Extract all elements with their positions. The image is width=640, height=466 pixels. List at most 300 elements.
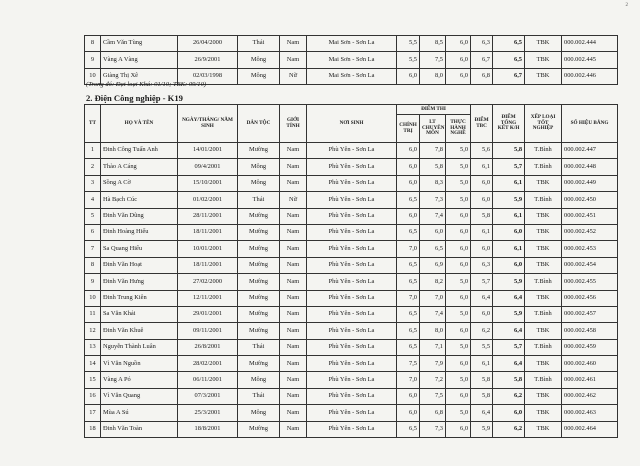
- cell-cert: 000.002.464: [562, 421, 618, 437]
- cell-birthplace: Phù Yên - Sơn La: [307, 257, 397, 273]
- cell-name: Sa Văn Khải: [101, 306, 178, 322]
- cell-total: 6,5: [493, 36, 525, 52]
- header-tbc: ĐIỂM TBC: [471, 105, 493, 143]
- cell-stt: 11: [85, 306, 101, 322]
- cell-ethnic: Thái: [238, 339, 280, 355]
- cell-th: 6,0: [446, 224, 471, 240]
- cell-gender: Nam: [280, 339, 307, 355]
- cell-tbc: 6,0: [471, 192, 493, 208]
- cell-th: 5,0: [446, 405, 471, 421]
- cell-gender: Nam: [280, 224, 307, 240]
- cell-stt: 8: [85, 257, 101, 273]
- cell-stt: 6: [85, 224, 101, 240]
- header-cert: SỐ HIỆU BẰNG: [562, 105, 618, 143]
- cell-tbc: 6,4: [471, 405, 493, 421]
- cell-tbc: 6,1: [471, 356, 493, 372]
- cell-tbc: 6,7: [471, 52, 493, 68]
- cell-gender: Nam: [280, 257, 307, 273]
- cell-rank: TBK: [525, 290, 562, 306]
- cell-rank: T.Bình: [525, 192, 562, 208]
- cell-stt: 9: [85, 52, 101, 68]
- cell-lt: 7,5: [420, 52, 446, 68]
- cell-lt: 6,9: [420, 257, 446, 273]
- cell-lt: 5,8: [420, 159, 446, 175]
- cell-cert: 000.002.460: [562, 356, 618, 372]
- cell-stt: 18: [85, 421, 101, 437]
- cell-name: Giàng Thị Xê: [101, 68, 178, 84]
- cell-ethnic: Mông: [238, 68, 280, 84]
- cell-total: 6,0: [493, 405, 525, 421]
- cell-dob: 27/02/2000: [178, 274, 238, 290]
- table-row: [85, 208, 618, 224]
- cell-ct: 6,0: [397, 175, 420, 191]
- cell-tbc: 6,0: [471, 241, 493, 257]
- table-row: [85, 241, 618, 257]
- cell-dob: 26/9/2001: [178, 52, 238, 68]
- cell-dob: 14/01/2001: [178, 143, 238, 159]
- cell-gender: Nam: [280, 175, 307, 191]
- cell-ethnic: Mường: [238, 274, 280, 290]
- cell-lt: 6,0: [420, 224, 446, 240]
- cell-rank: TBK: [525, 208, 562, 224]
- cell-ethnic: Mường: [238, 224, 280, 240]
- header-scores: ĐIỂM THI: [397, 105, 471, 115]
- cell-rank: TBK: [525, 224, 562, 240]
- cell-total: 5,9: [493, 306, 525, 322]
- cell-cert: 000.002.459: [562, 339, 618, 355]
- cell-ethnic: Mường: [238, 290, 280, 306]
- cell-dob: 28/02/2001: [178, 356, 238, 372]
- cell-birthplace: Mai Sơn - Sơn La: [307, 52, 397, 68]
- cell-cert: 000.002.449: [562, 175, 618, 191]
- cell-stt: 14: [85, 356, 101, 372]
- cell-rank: TBK: [525, 405, 562, 421]
- cell-birthplace: Phù Yên - Sơn La: [307, 356, 397, 372]
- cell-rank: TBK: [525, 175, 562, 191]
- cell-ct: 6,0: [397, 405, 420, 421]
- cell-tbc: 5,8: [471, 388, 493, 404]
- cell-dob: 09/11/2001: [178, 323, 238, 339]
- cell-cert: 000.002.455: [562, 274, 618, 290]
- cell-rank: T.Bình: [525, 274, 562, 290]
- cell-lt: 8,5: [420, 36, 446, 52]
- cell-rank: TBK: [525, 241, 562, 257]
- cell-name: Đinh Văn Toàn: [101, 421, 178, 437]
- cell-ethnic: Thái: [238, 36, 280, 52]
- cell-gender: Nam: [280, 159, 307, 175]
- cell-birthplace: Phù Yên - Sơn La: [307, 192, 397, 208]
- cell-gender: Nam: [280, 290, 307, 306]
- cell-birthplace: Phù Yên - Sơn La: [307, 306, 397, 322]
- cell-name: Đinh Hoàng Hiếu: [101, 224, 178, 240]
- cell-total: 6,4: [493, 290, 525, 306]
- cell-stt: 10: [85, 290, 101, 306]
- header-ct: CHÍNH TRỊ: [397, 115, 420, 143]
- cell-ct: 5,5: [397, 52, 420, 68]
- cell-ethnic: Mường: [238, 143, 280, 159]
- cell-tbc: 5,7: [471, 274, 493, 290]
- cell-total: 5,7: [493, 339, 525, 355]
- cell-name: Sồng A Cờ: [101, 175, 178, 191]
- cell-lt: 6,8: [420, 405, 446, 421]
- cell-lt: 8,2: [420, 274, 446, 290]
- cell-name: Vì Văn Nguồn: [101, 356, 178, 372]
- cell-th: 5,0: [446, 192, 471, 208]
- cell-tbc: 6,1: [471, 224, 493, 240]
- cell-name: Đinh Văn Khuê: [101, 323, 178, 339]
- cell-name: Đinh Văn Hoạt: [101, 257, 178, 273]
- cell-th: 6,0: [446, 208, 471, 224]
- cell-dob: 15/10/2001: [178, 175, 238, 191]
- cell-ethnic: Mường: [238, 257, 280, 273]
- cell-total: 5,7: [493, 159, 525, 175]
- cell-lt: 7,5: [420, 388, 446, 404]
- cell-th: 5,0: [446, 159, 471, 175]
- cell-birthplace: Phù Yên - Sơn La: [307, 175, 397, 191]
- cell-ct: 6,0: [397, 159, 420, 175]
- cell-tbc: 6,0: [471, 175, 493, 191]
- cell-stt: 17: [85, 405, 101, 421]
- cell-cert: 000.002.453: [562, 241, 618, 257]
- cell-th: 6,0: [446, 241, 471, 257]
- cell-stt: 1: [85, 143, 101, 159]
- cell-dob: 25/3/2001: [178, 405, 238, 421]
- cell-stt: 8: [85, 36, 101, 52]
- cell-lt: 7,1: [420, 339, 446, 355]
- cell-total: 6,7: [493, 68, 525, 84]
- cell-gender: Nam: [280, 52, 307, 68]
- cell-cert: 000.002.452: [562, 224, 618, 240]
- cell-total: 6,1: [493, 241, 525, 257]
- cell-ethnic: Mông: [238, 52, 280, 68]
- cell-ct: 6,5: [397, 224, 420, 240]
- cell-rank: T.Bình: [525, 143, 562, 159]
- cell-th: 6,0: [446, 290, 471, 306]
- table-row: [85, 175, 618, 191]
- cell-ct: 6,0: [397, 143, 420, 159]
- table-row: [85, 388, 618, 404]
- cell-rank: TBK: [525, 52, 562, 68]
- cell-stt: 4: [85, 192, 101, 208]
- header-lt: LT CHUYÊN MÔN: [420, 115, 446, 143]
- cell-ct: 7,5: [397, 356, 420, 372]
- table-row: [85, 192, 618, 208]
- cell-name: Đinh Công Tuấn Anh: [101, 143, 178, 159]
- cell-ct: 6,5: [397, 421, 420, 437]
- cell-th: 5,0: [446, 339, 471, 355]
- cell-ethnic: Mường: [238, 208, 280, 224]
- cell-lt: 7,0: [420, 290, 446, 306]
- cell-total: 6,1: [493, 208, 525, 224]
- table-row: [85, 323, 618, 339]
- cell-total: 6,4: [493, 323, 525, 339]
- table-row: [85, 224, 618, 240]
- header-tt: TT: [85, 105, 101, 143]
- cell-birthplace: Phù Yên - Sơn La: [307, 323, 397, 339]
- cell-ct: 6,5: [397, 274, 420, 290]
- cell-ct: 6,0: [397, 208, 420, 224]
- cell-birthplace: Phù Yên - Sơn La: [307, 159, 397, 175]
- cell-ethnic: Mông: [238, 175, 280, 191]
- cell-cert: 000.002.462: [562, 388, 618, 404]
- table-row: [85, 372, 618, 388]
- table-row: [85, 36, 618, 52]
- table-row: [85, 405, 618, 421]
- header-gender: GIỚI TÍNH: [280, 105, 307, 143]
- cell-stt: 2: [85, 159, 101, 175]
- cell-cert: 000.002.450: [562, 192, 618, 208]
- cell-gender: Nữ: [280, 192, 307, 208]
- header-birthplace: NƠI SINH: [307, 105, 397, 143]
- cell-ct: 5,5: [397, 36, 420, 52]
- cell-name: Vàng A Pó: [101, 372, 178, 388]
- cell-th: 5,0: [446, 306, 471, 322]
- page-number: 2: [625, 3, 628, 8]
- cell-rank: T.Bình: [525, 306, 562, 322]
- cell-name: Vàng A Vàng: [101, 52, 178, 68]
- cell-gender: Nam: [280, 388, 307, 404]
- cell-dob: 18/11/2001: [178, 257, 238, 273]
- cell-th: 5,0: [446, 143, 471, 159]
- cell-birthplace: Phù Yên - Sơn La: [307, 241, 397, 257]
- cell-stt: 7: [85, 241, 101, 257]
- cell-dob: 26/8/2001: [178, 339, 238, 355]
- cell-gender: Nam: [280, 421, 307, 437]
- cell-ethnic: Mường: [238, 356, 280, 372]
- cell-birthplace: Mai Sơn - Sơn La: [307, 68, 397, 84]
- cell-th: 6,0: [446, 36, 471, 52]
- cell-dob: 12/11/2001: [178, 290, 238, 306]
- cell-rank: TBK: [525, 68, 562, 84]
- cell-tbc: 6,1: [471, 159, 493, 175]
- cell-th: 6,0: [446, 356, 471, 372]
- cell-total: 5,9: [493, 274, 525, 290]
- cell-ct: 6,0: [397, 388, 420, 404]
- cell-dob: 06/11/2001: [178, 372, 238, 388]
- cell-birthplace: Phù Yên - Sơn La: [307, 388, 397, 404]
- cell-stt: 10: [85, 68, 101, 84]
- table-row: [85, 421, 618, 437]
- cell-th: 5,0: [446, 372, 471, 388]
- cell-name: Hà Bạch Cúc: [101, 192, 178, 208]
- cell-stt: 16: [85, 388, 101, 404]
- cell-ethnic: Mường: [238, 241, 280, 257]
- cell-dob: 07/3/2001: [178, 388, 238, 404]
- cell-tbc: 6,3: [471, 257, 493, 273]
- cell-stt: 15: [85, 372, 101, 388]
- cell-th: 6,0: [446, 68, 471, 84]
- cell-cert: 000.002.461: [562, 372, 618, 388]
- cell-total: 6,5: [493, 52, 525, 68]
- cell-dob: 26/04/2000: [178, 36, 238, 52]
- table-row: [85, 52, 618, 68]
- cell-birthplace: Phù Yên - Sơn La: [307, 274, 397, 290]
- cell-tbc: 6,0: [471, 306, 493, 322]
- cell-lt: 8,0: [420, 323, 446, 339]
- cell-gender: Nam: [280, 405, 307, 421]
- cell-ct: 6,5: [397, 257, 420, 273]
- cell-name: Thào A Cáng: [101, 159, 178, 175]
- header-total: ĐIỂM TỔNG KẾT K/H: [493, 105, 525, 143]
- cell-cert: 000.002.446: [562, 68, 618, 84]
- cell-ethnic: Thái: [238, 388, 280, 404]
- cell-birthplace: Phù Yên - Sơn La: [307, 224, 397, 240]
- cell-cert: 000.002.457: [562, 306, 618, 322]
- cell-ct: 6,5: [397, 323, 420, 339]
- cell-ct: 7,0: [397, 372, 420, 388]
- cell-name: Nguyễn Thành Luân: [101, 339, 178, 355]
- cell-ct: 7,0: [397, 290, 420, 306]
- cell-dob: 29/01/2001: [178, 306, 238, 322]
- cell-total: 6,2: [493, 388, 525, 404]
- cell-lt: 7,4: [420, 208, 446, 224]
- cell-rank: TBK: [525, 421, 562, 437]
- cell-cert: 000.002.445: [562, 52, 618, 68]
- cell-total: 5,8: [493, 143, 525, 159]
- cell-stt: 9: [85, 274, 101, 290]
- cell-name: Đinh Văn Hưng: [101, 274, 178, 290]
- cell-rank: TBK: [525, 257, 562, 273]
- cell-birthplace: Phù Yên - Sơn La: [307, 143, 397, 159]
- cell-tbc: 5,5: [471, 339, 493, 355]
- cell-total: 6,2: [493, 421, 525, 437]
- cell-rank: TBK: [525, 323, 562, 339]
- cell-lt: 7,2: [420, 372, 446, 388]
- cell-gender: Nam: [280, 143, 307, 159]
- cell-ct: 7,0: [397, 241, 420, 257]
- cell-lt: 8,3: [420, 175, 446, 191]
- cell-ct: 6,5: [397, 339, 420, 355]
- cell-rank: TBK: [525, 388, 562, 404]
- cell-total: 6,1: [493, 175, 525, 191]
- cell-name: Sa Quang Hiếu: [101, 241, 178, 257]
- cell-gender: Nam: [280, 208, 307, 224]
- table-row: [85, 274, 618, 290]
- results-table: [84, 104, 618, 438]
- table-row: [85, 143, 618, 159]
- cell-total: 6,0: [493, 224, 525, 240]
- cell-ethnic: Mông: [238, 405, 280, 421]
- table-row: [85, 159, 618, 175]
- cell-tbc: 6,2: [471, 323, 493, 339]
- result-note: (Trong đó: Đạt loại Khá: 01/10; TBK: 09/10): [86, 81, 207, 88]
- cell-dob: 09/4/2001: [178, 159, 238, 175]
- cell-name: Đinh Trung Kiên: [101, 290, 178, 306]
- cell-lt: 7,3: [420, 421, 446, 437]
- cell-total: 5,8: [493, 372, 525, 388]
- cell-ethnic: Thái: [238, 192, 280, 208]
- cell-birthplace: Phù Yên - Sơn La: [307, 421, 397, 437]
- cell-tbc: 6,8: [471, 68, 493, 84]
- cell-rank: T.Bình: [525, 339, 562, 355]
- cell-ethnic: Mông: [238, 372, 280, 388]
- cell-lt: 8,0: [420, 68, 446, 84]
- cell-name: Cầm Văn Tùng: [101, 36, 178, 52]
- cell-gender: Nữ: [280, 68, 307, 84]
- cell-cert: 000.002.447: [562, 143, 618, 159]
- table-row: [85, 339, 618, 355]
- header-dob: NGÀY/THÁNG/ NĂM SINH: [178, 105, 238, 143]
- cell-ct: 6,5: [397, 306, 420, 322]
- cell-name: Vì Văn Quang: [101, 388, 178, 404]
- cell-birthplace: Phù Yên - Sơn La: [307, 208, 397, 224]
- cell-tbc: 5,9: [471, 421, 493, 437]
- cell-tbc: 5,6: [471, 143, 493, 159]
- cell-dob: 10/01/2001: [178, 241, 238, 257]
- cell-dob: 18/11/2001: [178, 224, 238, 240]
- cell-gender: Nam: [280, 372, 307, 388]
- cell-lt: 6,5: [420, 241, 446, 257]
- cell-stt: 5: [85, 208, 101, 224]
- cell-stt: 3: [85, 175, 101, 191]
- cell-gender: Nam: [280, 241, 307, 257]
- cell-tbc: 5,8: [471, 208, 493, 224]
- cell-dob: 28/11/2001: [178, 208, 238, 224]
- cell-cert: 000.002.448: [562, 159, 618, 175]
- cell-gender: Nam: [280, 274, 307, 290]
- cell-dob: 18/8/2001: [178, 421, 238, 437]
- cell-th: 6,0: [446, 421, 471, 437]
- cell-th: 5,0: [446, 274, 471, 290]
- cell-rank: TBK: [525, 356, 562, 372]
- cell-birthplace: Phù Yên - Sơn La: [307, 290, 397, 306]
- cell-tbc: 5,8: [471, 372, 493, 388]
- cell-th: 6,0: [446, 388, 471, 404]
- cell-name: Mùa A Sú: [101, 405, 178, 421]
- cell-ethnic: Mường: [238, 323, 280, 339]
- cell-cert: 000.002.458: [562, 323, 618, 339]
- cell-birthplace: Phù Yên - Sơn La: [307, 372, 397, 388]
- header-name: HỌ VÀ TÊN: [101, 105, 178, 143]
- cell-dob: 01/02/2001: [178, 192, 238, 208]
- cell-lt: 7,9: [420, 356, 446, 372]
- table-row: [85, 290, 618, 306]
- cell-gender: Nam: [280, 356, 307, 372]
- cell-cert: 000.002.444: [562, 36, 618, 52]
- table-row: [85, 257, 618, 273]
- table-row: [85, 356, 618, 372]
- cell-rank: T.Bình: [525, 159, 562, 175]
- cell-lt: 7,4: [420, 306, 446, 322]
- cell-tbc: 6,4: [471, 290, 493, 306]
- cell-ct: 6,0: [397, 68, 420, 84]
- cell-total: 5,9: [493, 192, 525, 208]
- cell-lt: 7,8: [420, 143, 446, 159]
- header-rank: XẾP LOẠI TỐT NGHIỆP: [525, 105, 562, 143]
- cell-stt: 12: [85, 323, 101, 339]
- previous-section-table: [84, 35, 618, 85]
- cell-cert: 000.002.456: [562, 290, 618, 306]
- table-row: [85, 306, 618, 322]
- cell-rank: T.Bình: [525, 372, 562, 388]
- cell-birthplace: Mai Sơn - Sơn La: [307, 36, 397, 52]
- cell-th: 6,0: [446, 257, 471, 273]
- header-th: THỰC HÀNH NGHỀ: [446, 115, 471, 143]
- cell-ethnic: Mông: [238, 159, 280, 175]
- cell-th: 5,0: [446, 175, 471, 191]
- cell-birthplace: Phù Yên - Sơn La: [307, 405, 397, 421]
- cell-th: 6,0: [446, 52, 471, 68]
- cell-lt: 7,3: [420, 192, 446, 208]
- cell-total: 6,4: [493, 356, 525, 372]
- cell-tbc: 6,3: [471, 36, 493, 52]
- cell-dob: 02/03/1998: [178, 68, 238, 84]
- cell-ethnic: Mường: [238, 306, 280, 322]
- cell-cert: 000.002.463: [562, 405, 618, 421]
- cell-ethnic: Mường: [238, 421, 280, 437]
- cell-stt: 13: [85, 339, 101, 355]
- cell-th: 6,0: [446, 323, 471, 339]
